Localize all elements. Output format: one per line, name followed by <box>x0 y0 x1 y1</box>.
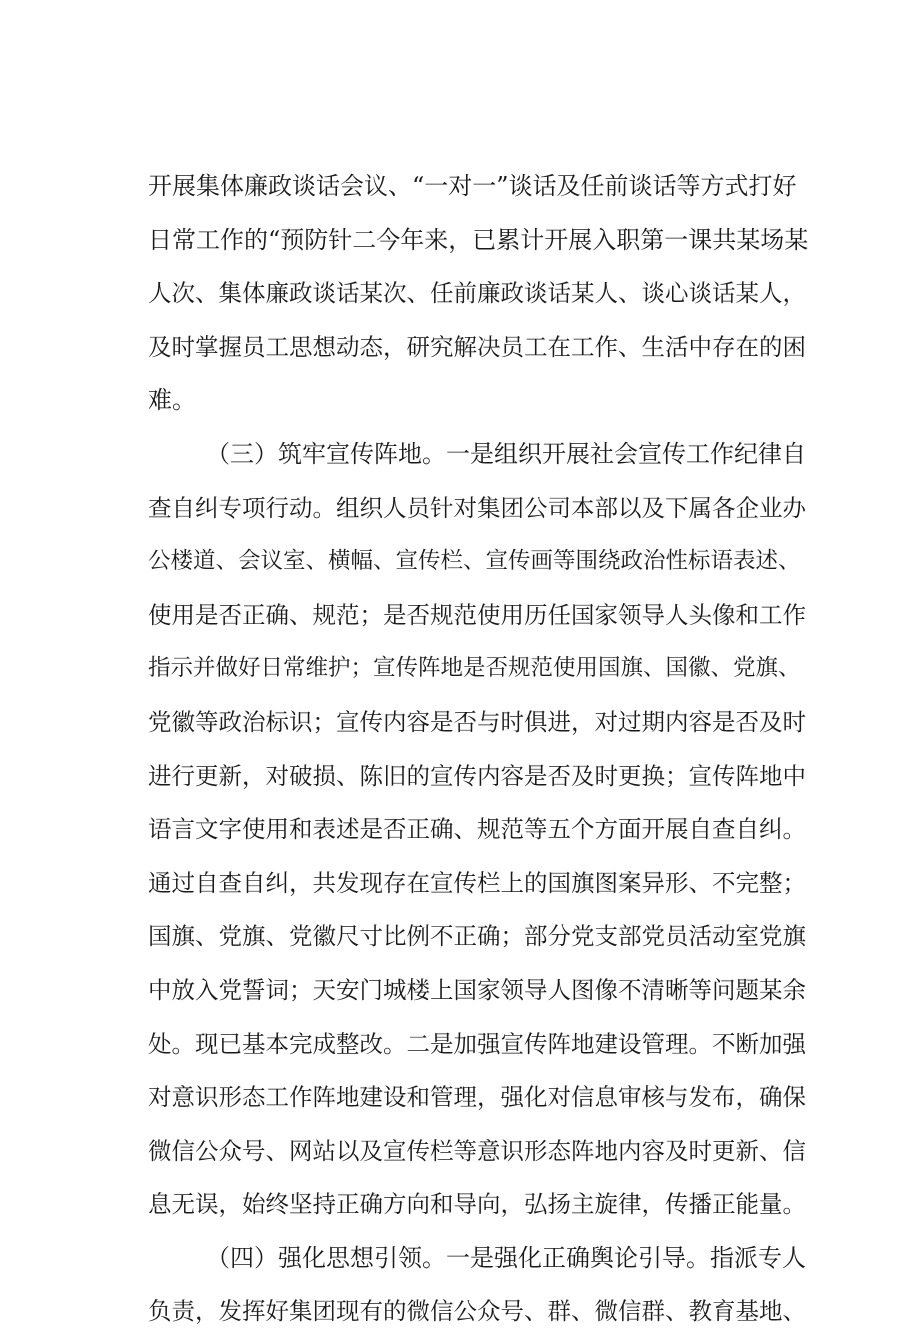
text-line: 负责，发挥好集团现有的微信公众号、群、微信群、教育基地、 <box>148 1297 806 1326</box>
text-line: 党徽等政治标识；宣传内容是否与时俱进，对过期内容是否及时 <box>148 707 806 736</box>
text-line: 人次、集体廉政谈话某次、任前廉政谈话某人、谈心谈话某人， <box>148 279 806 308</box>
text-line: 公楼道、会议室、横幅、宣传栏、宣传画等围绕政治性标语表述、 <box>148 548 801 575</box>
body-text <box>148 160 808 1339</box>
text-line: 进行更新，对破损、陈旧的宣传内容是否及时更换；宣传阵地中 <box>148 761 806 790</box>
text-line: 及时掌握员工思想动态，研究解决员工在工作、生活中存在的困 <box>148 332 806 361</box>
text-line: 微信公众号、网站以及宣传栏等意识形态阵地内容及时更新、信 <box>148 1136 806 1165</box>
text-line: 中放入党誓词；天安门城楼上国家领导人图像不清晰等问题某余 <box>148 975 806 1004</box>
text-line: 息无误，始终坚持正确方向和导向，弘扬主旋律，传播正能量。 <box>148 1190 806 1219</box>
text-line: 国旗、党旗、党徽尺寸比例不正确；部分党支部党员活动室党旗 <box>148 922 806 951</box>
text-line: 查自纠专项行动。组织人员针对集团公司本部以及下属各企业办 <box>148 493 806 522</box>
text-line: 使用是否正确、规范；是否规范使用历任国家领导人头像和工作 <box>148 600 806 629</box>
text-line: 处。现已基本完成整改。二是加强宣传阵地建设管理。不断加强 <box>148 1029 806 1058</box>
text-line: 通过自查自纠，共发现存在宣传栏上的国旗图案异形、不完整； <box>148 868 806 897</box>
text-line: 指示并做好日常维护；宣传阵地是否规范使用国旗、国徽、党旗、 <box>148 655 801 682</box>
text-line: 语言文字使用和表述是否正确、规范等五个方面开展自查自纠。 <box>148 815 806 844</box>
section-heading-line: （四）强化思想引领。一是强化正确舆论引导。指派专人 <box>206 1243 806 1272</box>
text-line: 对意识形态工作阵地建设和管理，强化对信息审核与发布，确保 <box>148 1083 806 1112</box>
text-line: 日常工作的“预防针二今年来，已累计开展入职第一课共某场某 <box>148 225 809 254</box>
section-heading-line: （三）筑牢宣传阵地。一是组织开展社会宣传工作纪律自 <box>206 439 806 468</box>
text-line: 开展集体廉政谈话会议、“一对一”谈话及任前谈话等方式打好 <box>148 172 797 200</box>
text-line: 难。 <box>148 386 196 415</box>
